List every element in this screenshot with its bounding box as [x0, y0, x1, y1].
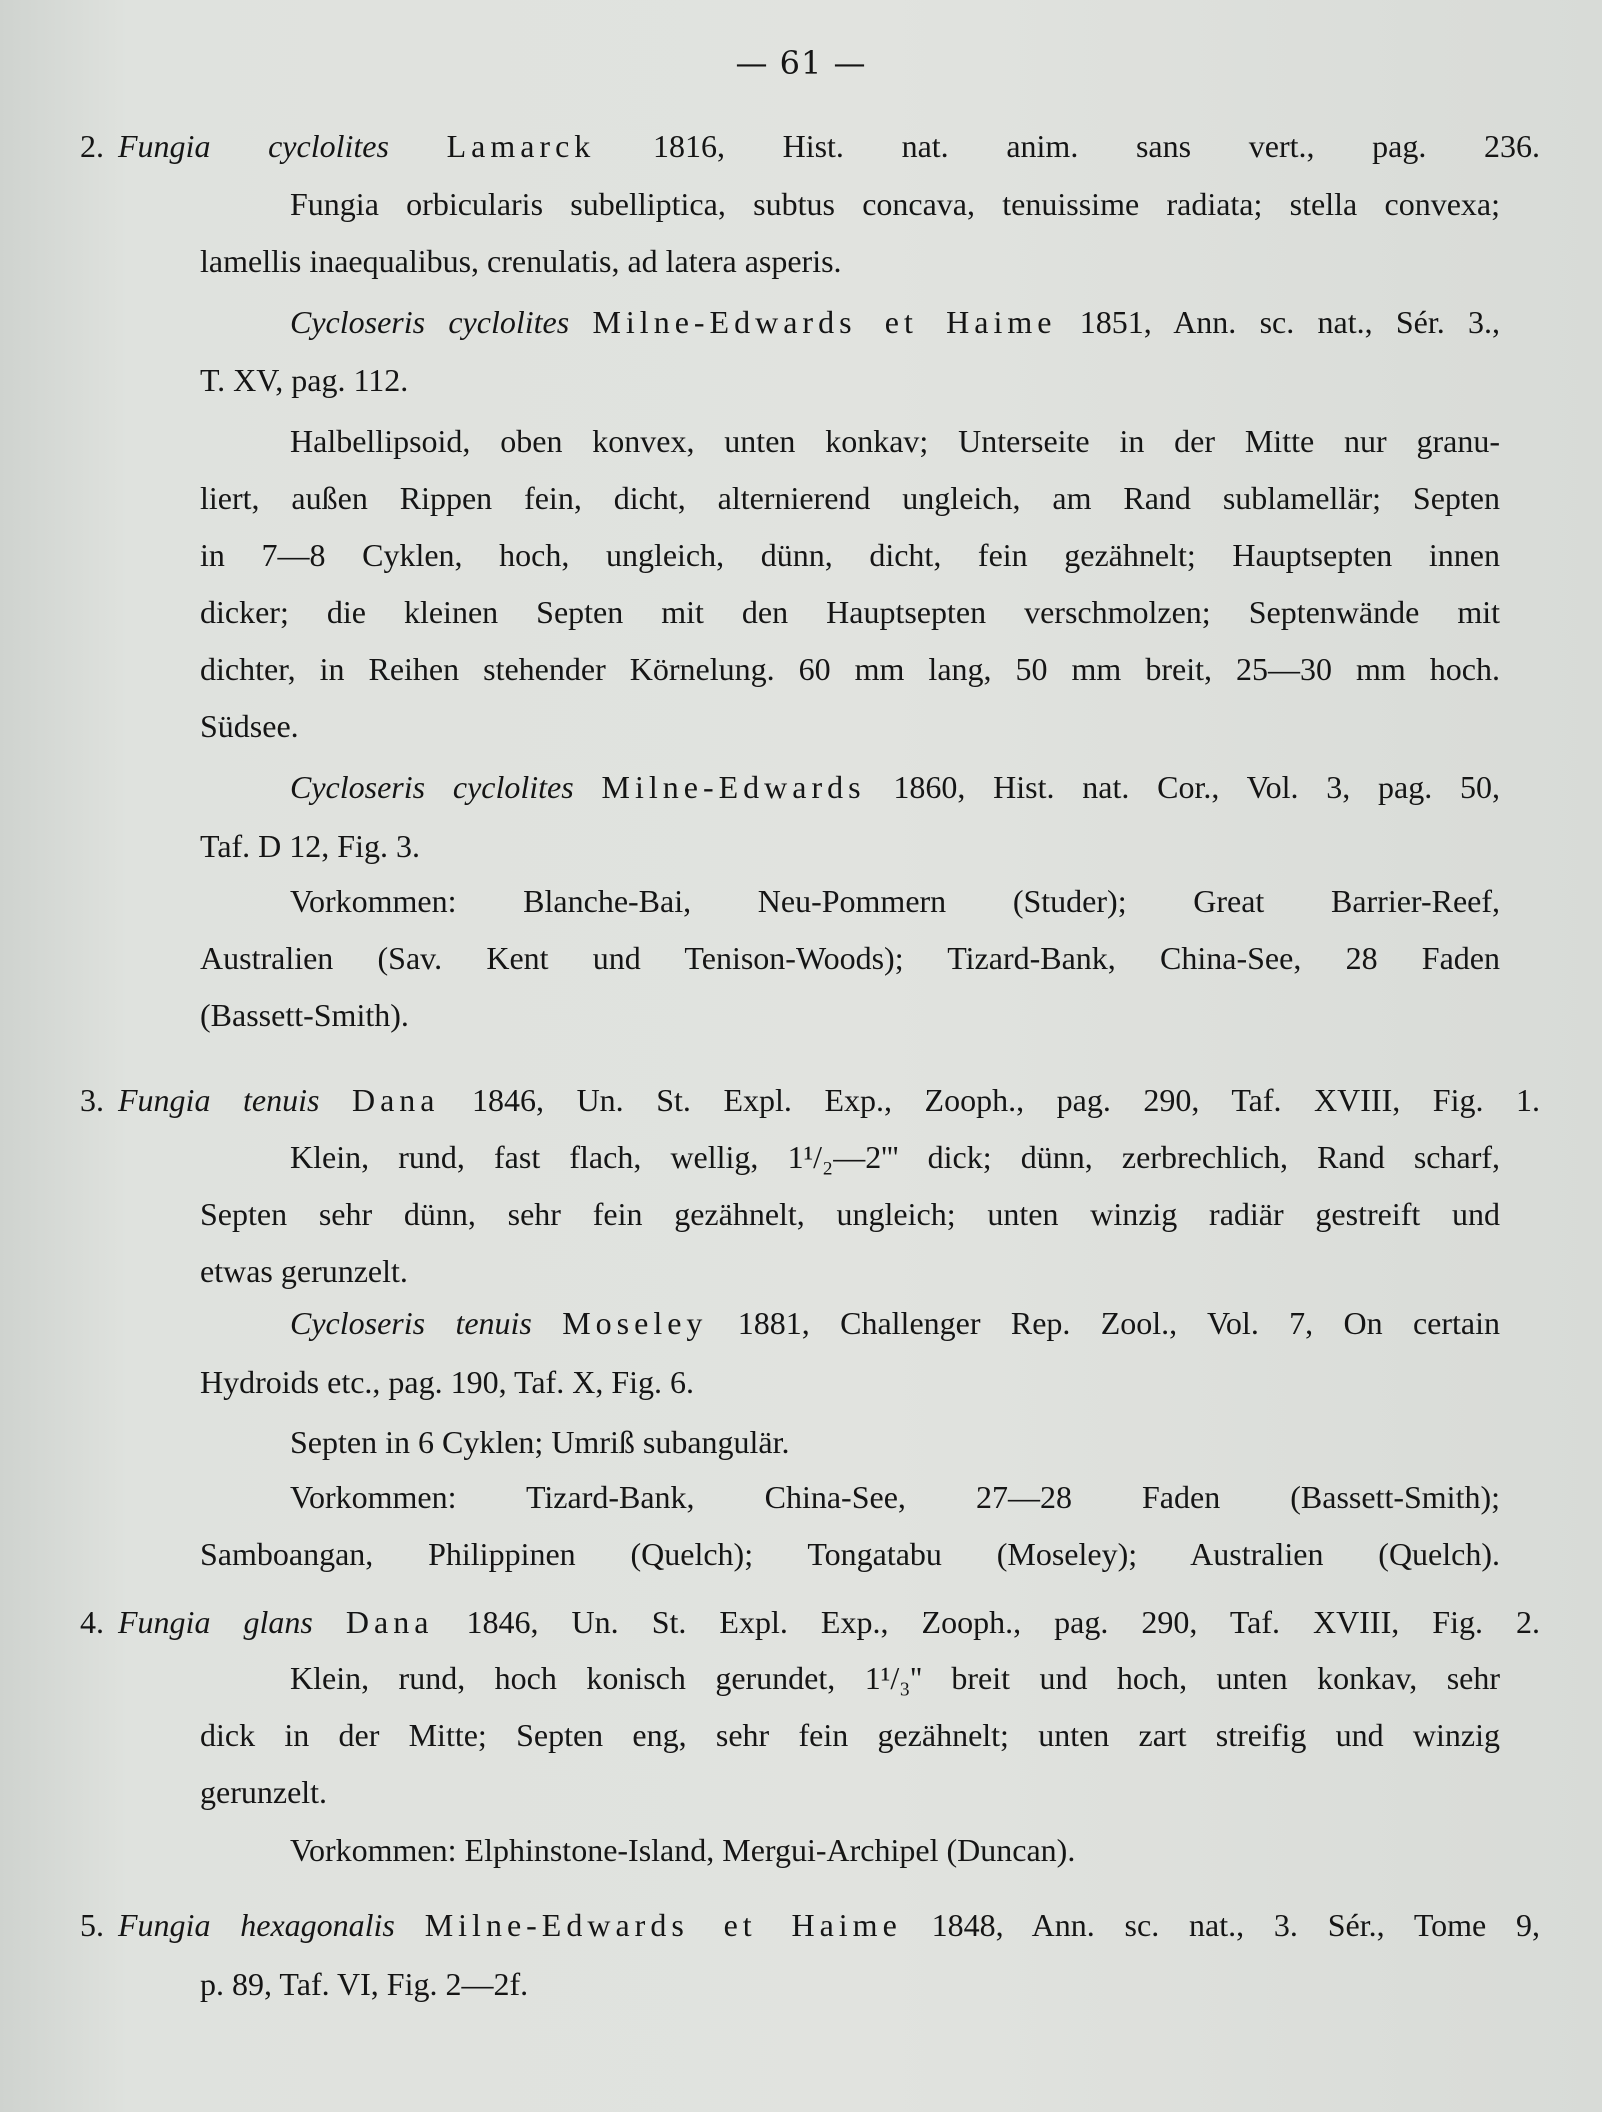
entry-heading — [80, 1905, 1540, 1945]
citation: 1860, Hist. nat. Cor., Vol. 3, pag. 50, — [893, 769, 1501, 805]
citation: 1846, Un. St. Expl. Exp., Zooph., pag. 290, Taf. XVIII, Fig. 2. — [466, 1604, 1541, 1640]
entry-heading — [80, 1602, 1540, 1642]
entry-heading — [80, 1080, 1540, 1120]
author: Dana — [345, 1604, 434, 1640]
entry-number: 3. — [80, 1082, 104, 1118]
citation-line: T. XV, pag. 112. — [200, 362, 409, 398]
occurrence-line: Vorkommen: Tizard-Bank, China-See, 27—28 Faden (Bassett-Smith); — [290, 1479, 1500, 1515]
author: Milne-Edwards — [601, 769, 866, 805]
citation: 1846, Un. St. Expl. Exp., Zooph., pag. 290, Taf. XVIII, Fig. 1. — [472, 1082, 1541, 1118]
entry-number: 5. — [80, 1907, 104, 1943]
taxon-name: Cycloseris tenuis — [290, 1305, 532, 1341]
author: Dana — [351, 1082, 440, 1118]
entry-number: 4. — [80, 1604, 104, 1640]
occurrence-line: (Bassett-Smith). — [200, 997, 409, 1033]
synonym-line — [290, 1303, 1500, 1343]
author: Lamarck — [446, 128, 596, 164]
entry-heading — [80, 126, 1540, 166]
citation-line: Hydroids etc., pag. 190, Taf. X, Fig. 6. — [200, 1364, 694, 1400]
description-line: dick in der Mitte; Septen eng, sehr fein gezähnelt; unten zart streifig und winzig — [200, 1717, 1500, 1753]
occurrence-line: Australien (Sav. Kent und Tenison-Woods); Tizard-Bank, China-See, 28 Faden — [200, 940, 1500, 976]
description-line: liert, außen Rippen fein, dicht, alternierend ungleich, am Rand sublamellär; Septen — [200, 480, 1500, 516]
occurrence-line: Vorkommen: Elphinstone-Island, Mergui-Archipel (Duncan). — [290, 1832, 1076, 1868]
description-line: Septen sehr dünn, sehr fein gezähnelt, ungleich; unten winzig radiär gestreift und — [200, 1196, 1500, 1232]
diagnosis-line: Fungia orbicularis subelliptica, subtus concava, tenuissime radiata; stella convexa; — [290, 186, 1500, 222]
description-line: in 7—8 Cyklen, hoch, ungleich, dünn, dicht, fein gezähnelt; Hauptsepten innen — [200, 537, 1500, 573]
citation: 1816, Hist. nat. anim. sans vert., pag. 236. — [652, 128, 1541, 164]
taxon-name: Fungia glans — [118, 1604, 313, 1640]
description-line: dichter, in Reihen stehender Körnelung. 60 mm lang, 50 mm breit, 25—30 mm hoch. — [200, 651, 1500, 687]
author: Moseley — [562, 1305, 708, 1341]
description-line: Südsee. — [200, 708, 299, 744]
taxon-name: Fungia cyclolites — [118, 128, 389, 164]
taxon-name: Fungia tenuis — [118, 1082, 320, 1118]
citation: 1848, Ann. sc. nat., 3. Sér., Tome 9, — [931, 1907, 1541, 1943]
taxon-name: Cycloseris cyclolites — [290, 769, 574, 805]
synonym-line — [290, 767, 1500, 807]
page-number: — 61 — — [735, 44, 867, 82]
taxon-name: Fungia hexagonalis — [118, 1907, 395, 1943]
occurrence-line: Vorkommen: Blanche-Bai, Neu-Pommern (Studer); Great Barrier-Reef, — [290, 883, 1500, 919]
citation-line: Taf. D 12, Fig. 3. — [200, 828, 420, 864]
taxon-name: Cycloseris cyclolites — [290, 304, 570, 340]
diagnosis-line: lamellis inaequalibus, crenulatis, ad latera asperis. — [200, 243, 842, 279]
description-line: dicker; die kleinen Septen mit den Hauptsepten verschmolzen; Septenwände mit — [200, 594, 1500, 630]
description-line: Klein, rund, fast flach, wellig, 1¹/₂—2''' dick; dünn, zerbrechlich, Rand scharf, — [290, 1139, 1500, 1175]
citation: 1881, Challenger Rep. Zool., Vol. 7, On certain — [737, 1305, 1500, 1341]
entry-number: 2. — [80, 128, 104, 164]
synonym-line — [290, 302, 1500, 342]
occurrence-line: Samboangan, Philippinen (Quelch); Tongatabu (Moseley); Australien (Quelch). — [200, 1536, 1500, 1572]
description-line: Klein, rund, hoch konisch gerundet, 1¹/₃'' breit und hoch, unten konkav, sehr — [290, 1660, 1500, 1696]
description-line: etwas gerunzelt. — [200, 1253, 408, 1289]
description-line: Halbellipsoid, oben konvex, unten konkav; Unterseite in der Mitte nur granu- — [290, 423, 1500, 459]
citation-line: p. 89, Taf. VI, Fig. 2—2f. — [200, 1966, 529, 2002]
author: Milne-Edwards et Haime — [424, 1907, 902, 1943]
author: Milne-Edwards et Haime — [592, 304, 1057, 340]
citation: 1851, Ann. sc. nat., Sér. 3., — [1079, 304, 1501, 340]
description-line: gerunzelt. — [200, 1774, 328, 1810]
note-line: Septen in 6 Cyklen; Umriß subangulär. — [290, 1424, 790, 1460]
